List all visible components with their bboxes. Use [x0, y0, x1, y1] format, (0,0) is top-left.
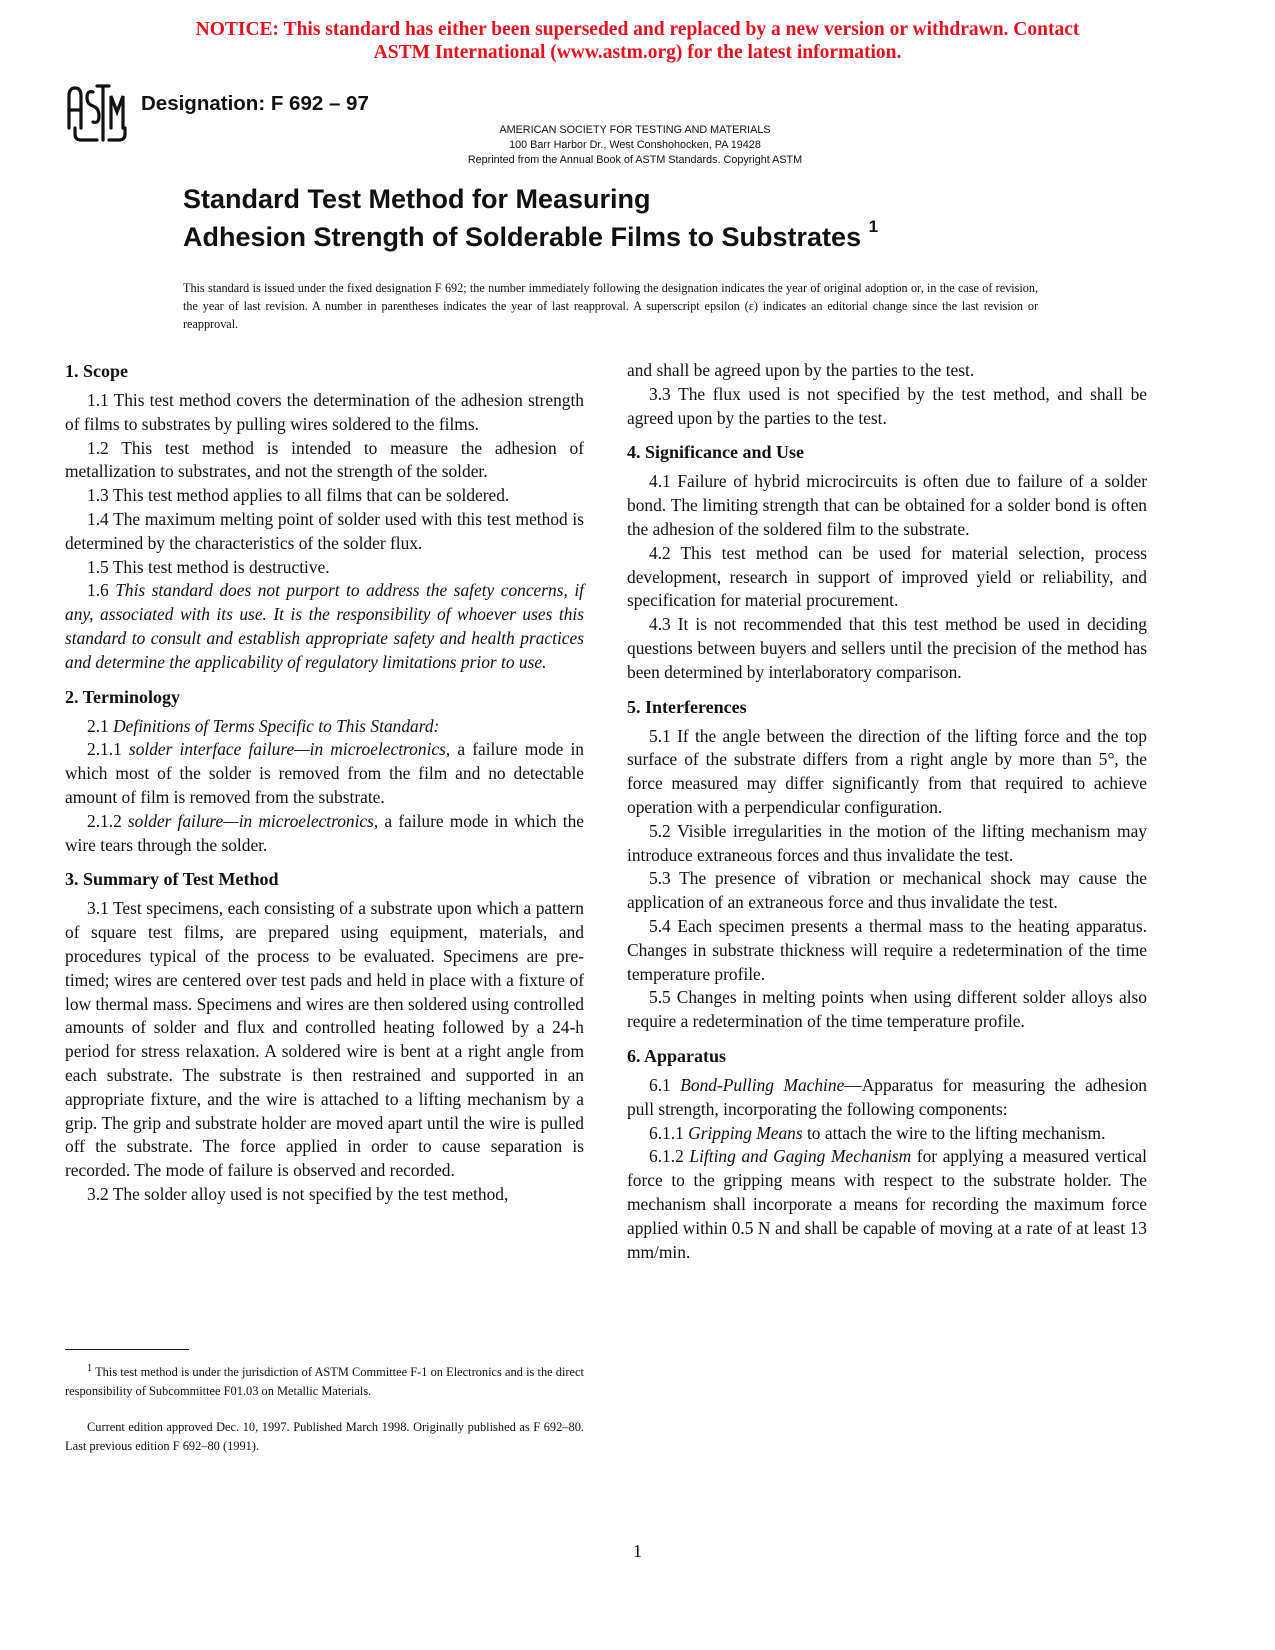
paragraph-number: 2.1.2	[87, 810, 128, 831]
term: Gripping Means	[688, 1122, 803, 1143]
definition: , a failure mode in which the wire tears through the solder.	[65, 810, 584, 855]
definition: to attach the wire to the lifting mechanism.	[802, 1122, 1106, 1143]
paragraph-number: 6.1.1	[649, 1122, 689, 1143]
term: solder failure—in microelectronics	[127, 810, 374, 831]
paragraph-4-3: 4.3 It is not recommended that this test method be used in deciding questions between buyers and sellers until the precision of the method has been determined by interlaboratory comparison.	[627, 614, 1147, 682]
paragraph-5-2: 5.2 Visible irregularities in the motion of the lifting mechanism may introduce extraneous forces and thus invalidate the test.	[627, 820, 1147, 865]
term: Lifting and Gaging Mechanism	[689, 1146, 912, 1167]
footnote-2	[65, 1418, 584, 1455]
footnote-divider	[65, 1349, 189, 1350]
paragraph-1-6	[65, 579, 584, 674]
paragraph-number: 6.1.2	[649, 1146, 690, 1167]
paragraph-1-4: 1.4 The maximum melting point of solder used with this test method is determined by the characteristics of the solder flux.	[65, 508, 584, 553]
notice-line-1: NOTICE: This standard has either been superseded and replaced by a new version or withdrawn. Contact	[195, 19, 1080, 40]
notice-line-2: ASTM International (www.astm.org) for the latest information.	[373, 42, 902, 63]
paragraph-5-3: 5.3 The presence of vibration or mechanical shock may cause the application of an extraneous force and thus invalidate the test.	[627, 868, 1147, 913]
section-heading-apparatus: 6. Apparatus	[627, 1045, 727, 1066]
section-heading-terminology: 2. Terminology	[65, 686, 181, 707]
section-heading-significance: 4. Significance and Use	[627, 442, 805, 463]
publisher-block	[335, 123, 935, 168]
section-heading-summary: 3. Summary of Test Method	[65, 869, 279, 890]
paragraph-number: 2.1.1	[87, 739, 129, 760]
paragraph-3-3: 3.3 The flux used is not specified by the test method, and shall be agreed upon by the parties to the test.	[627, 383, 1147, 428]
paragraph-5-1: 5.1 If the angle between the direction of the lifting force and the top surface of the substrate differs from a right angle by more than 5°, the force measured may differ significantly from that required to achieve operation with a perpendicular configuration.	[627, 725, 1147, 817]
definition: —Apparatus for measuring the adhesion pull strength, incorporating the following components:	[627, 1074, 1147, 1119]
footnote-2-text: Current edition approved Dec. 10, 1997. Published March 1998. Originally published as F 692–80. Last previous edition F 692–80 (1991).	[65, 1420, 584, 1453]
paragraph-6-1	[627, 1074, 1147, 1122]
definitions-heading: Definitions of Terms Specific to This Standard:	[113, 715, 440, 736]
footnote-number: 1	[87, 1363, 93, 1374]
term: Bond-Pulling Machine	[680, 1074, 845, 1095]
left-column	[65, 359, 584, 1207]
paragraph-6-1-1	[627, 1122, 1147, 1146]
footnote-1-text: This test method is under the jurisdiction of ASTM Committee F-1 on Electronics and is the direct responsibility of Subcommittee F01.03 on Metallic Materials.	[65, 1365, 584, 1398]
paragraph-3-2-start: 3.2 The solder alloy used is not specified by the test method,	[87, 1183, 509, 1204]
reprint-note: Reprinted from the Annual Book of ASTM Standards. Copyright ASTM	[467, 154, 803, 166]
paragraph-3-1: 3.1 Test specimens, each consisting of a substrate upon which a pattern of square test films, are prepared using equipment, materials, and procedures typical of the process to be evaluated. Specimens are pre-timed; wires are centered over test pads and held in place with a fixture of low thermal mass. Specimens and wires are then soldered using controlled amounts of solder and flux and controlled heating followed by a 24-h period for stress relaxation. A soldered wire is bent at a right angle from each substrate. The substrate is then restrained and supported in an appropriate fixture, and the wire is attached to a lifting mechanism by a grip. The grip and substrate holder are moved apart until the wire is pulled off the substrate. The force applied in order to cause separation is recorded. The mode of failure is observed and recorded.	[65, 898, 584, 1181]
withdrawal-notice	[0, 18, 1275, 64]
paragraph-1-5: 1.5 This test method is destructive.	[87, 556, 330, 577]
footnote-1	[65, 1360, 584, 1400]
definition: for applying a measured vertical force to the gripping means with respect to the substrate holder. The mechanism shall incorporate a means for recording the maximum force applied within 0.5 N and shall be capable of moving at a rate of at least 13 mm/min.	[627, 1146, 1147, 1262]
publisher-name: AMERICAN SOCIETY FOR TESTING AND MATERIALS	[499, 124, 771, 136]
paragraph-5-5: 5.5 Changes in melting points when using different solder alloys also require a redetermination of the time temperature profile.	[627, 987, 1147, 1032]
paragraph-2-1	[65, 715, 584, 739]
title-footnote-ref: 1	[868, 217, 879, 236]
paragraph-5-4: 5.4 Each specimen presents a thermal mass to the heating apparatus. Changes in substrate thickness will require a redetermination of the time temperature profile.	[627, 915, 1147, 984]
paragraph-number: 6.1	[649, 1074, 681, 1095]
paragraph-number: 1.6	[87, 580, 116, 601]
publisher-address: 100 Barr Harbor Dr., West Conshohocken, PA 19428	[509, 139, 761, 151]
definition: , a failure mode in which most of the solder is removed from the film and no detectable amount of film is removed from the substrate.	[65, 739, 585, 807]
paragraph-6-1-2	[627, 1145, 1147, 1264]
section-heading-interferences: 5. Interferences	[627, 696, 747, 717]
paragraph-1-2: 1.2 This test method is intended to measure the adhesion of metallization to substrates, and not the strength of the solder.	[65, 437, 584, 482]
issued-note: This standard is issued under the fixed designation F 692; the number immediately following the designation indicates the year of original adoption or, in the case of revision, the year of last revision. A number in parentheses indicates the year of last reapproval. A superscript epsilon (ε) indicates an editorial change since the last revision or reapproval.	[183, 281, 1038, 331]
title-line-2: Adhesion Strength of Solderable Films to Substrates	[183, 222, 862, 252]
paragraph-2-1-2	[65, 810, 584, 858]
paragraph-2-1-1	[65, 738, 584, 809]
section-heading-scope: 1. Scope	[65, 361, 128, 381]
paragraph-1-3: 1.3 This test method applies to all films that can be soldered.	[87, 485, 510, 506]
designation: Designation: F 692 – 97	[141, 92, 369, 115]
paragraph-3-2-end: and shall be agreed upon by the parties to the test.	[627, 360, 975, 380]
safety-statement: This standard does not purport to address the safety concerns, if any, associated with its use. It is the responsibility of whoever uses this standard to consult and establish appropriate safety and health practices and determine the applicability of regulatory limitations prior to use.	[65, 580, 584, 672]
paragraph-4-1: 4.1 Failure of hybrid microcircuits is often due to failure of a solder bond. The limiting strength that can be obtained for a solder bond is often the adhesion of the soldered film to the substrate.	[627, 471, 1147, 539]
right-column	[627, 359, 1147, 1264]
page-number: 1	[633, 1541, 642, 1561]
paragraph-number: 2.1	[87, 715, 114, 736]
paragraph-4-2: 4.2 This test method can be used for material selection, process development, research in support of improved yield or reliability, and specification for material procurement.	[627, 542, 1147, 611]
astm-logo-icon	[63, 82, 129, 144]
term: solder interface failure—in microelectronics	[128, 739, 446, 760]
title-line-1: Standard Test Method for Measuring	[183, 184, 651, 214]
paragraph-1-1: 1.1 This test method covers the determination of the adhesion strength of films to substrates by pulling wires soldered to the films.	[65, 390, 584, 434]
document-title	[183, 183, 878, 253]
